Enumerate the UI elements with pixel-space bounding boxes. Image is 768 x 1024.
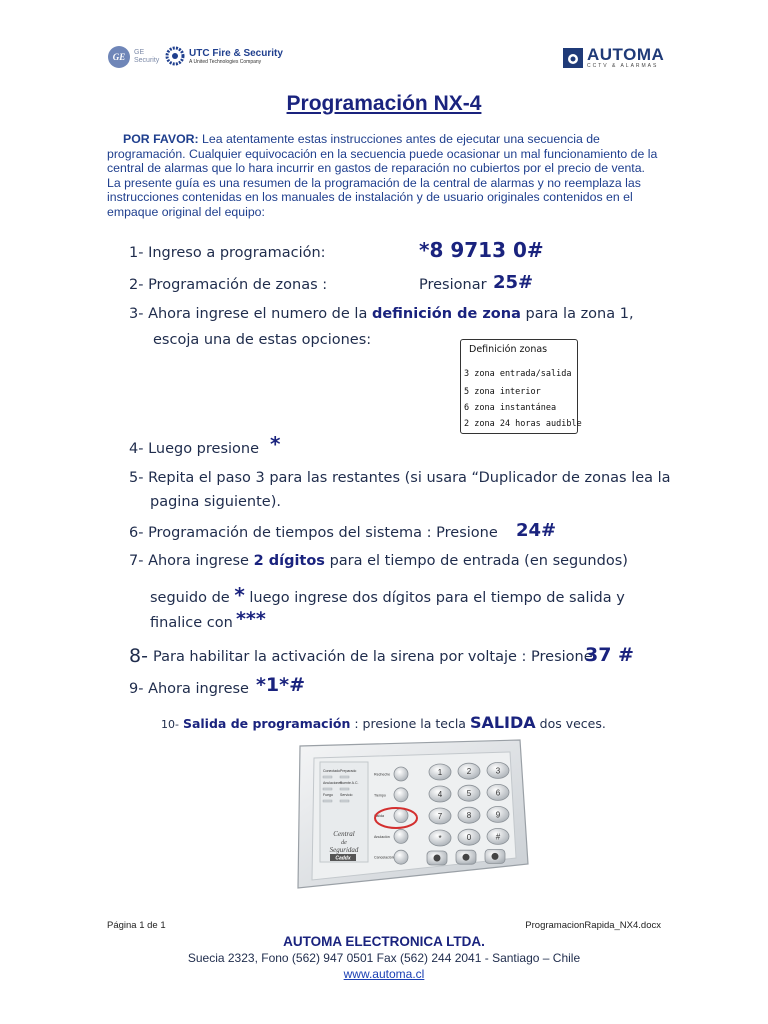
police-icon bbox=[492, 853, 499, 860]
automa-title: AUTOMA bbox=[587, 45, 665, 64]
step-2-press: Presionar bbox=[419, 277, 487, 293]
step-3-line-1 bbox=[129, 306, 634, 322]
step-3-line-2: escoja una de estas opciones: bbox=[153, 332, 372, 348]
automa-mark-icon bbox=[563, 48, 583, 68]
footer-filename: ProgramacionRapida_NX4.docx bbox=[525, 920, 661, 931]
step-3-bold: definición de zona bbox=[371, 306, 521, 322]
step-1-label: 1- Ingreso a programación: bbox=[129, 245, 326, 261]
step-7-bold: 2 dígitos bbox=[253, 553, 325, 569]
keypad-key-label-1: 1 bbox=[437, 768, 443, 777]
keypad-key-label-8: 8 bbox=[466, 811, 472, 821]
step-5-line-2: pagina siguiente). bbox=[150, 494, 281, 510]
keypad-key-label-3: 3 bbox=[495, 766, 501, 776]
step-10-key: SALIDA bbox=[469, 713, 536, 732]
status-label-3: Anulaciones bbox=[323, 781, 343, 785]
step-10-text: : presione la tecla bbox=[354, 716, 466, 731]
step-3-text-a: 3- Ahora ingrese el numero de la bbox=[129, 306, 368, 322]
step-7-text-d: seguido de bbox=[150, 590, 230, 606]
utc-subtitle: A United Technologies Company bbox=[189, 58, 262, 65]
step-5-line-1: 5- Repita el paso 3 para las restantes (si usara “Duplicador de zonas lea la bbox=[129, 470, 671, 486]
step-2-label: 2- Programación de zonas : bbox=[129, 277, 328, 293]
side-button-salida[interactable] bbox=[394, 809, 408, 823]
footer-company: AUTOMA ELECTRONICA LTDA. bbox=[283, 934, 485, 949]
step-1-code: *8 9713 0# bbox=[419, 238, 544, 262]
intro-text: Lea atentamente estas instrucciones antes de ejecutar una secuencia de programación. Cualquier equivocación en la secuencia puede ocasionar un mal funcionamiento de la central de alarmas que lo hara incurrir en gastos de reparación no cubiertos por el precio de venta. La presente guía es una resumen de la programación de la central de alarmas y no reemplaza las instrucciones contenidas en los manuales de instalación y de usuario originales contenidos en el empaque original del equipo: bbox=[107, 132, 658, 219]
step-10-text-end: dos veces. bbox=[539, 716, 606, 731]
zone-option-2: 5 zona interior bbox=[464, 387, 541, 397]
medical-icon bbox=[463, 854, 470, 861]
keypad-key-label-0: 0 bbox=[466, 833, 472, 843]
side-button-label-3: Salida bbox=[374, 814, 384, 819]
keypad-key-label-5: 5 bbox=[466, 789, 472, 799]
keypad-brand-line-2: de bbox=[341, 840, 347, 846]
zone-option-3: 6 zona instantánea bbox=[464, 403, 557, 413]
zone-option-4: 2 zona 24 horas audible bbox=[464, 419, 582, 429]
ge-logo-security: Security bbox=[134, 57, 160, 64]
ge-logo-mark: GE bbox=[108, 46, 130, 68]
side-button-label-5: Cancelación bbox=[374, 855, 394, 860]
status-label-4: Fuente A.C. bbox=[340, 781, 359, 785]
utc-title: UTC Fire & Security bbox=[189, 47, 283, 59]
zone-definition-box bbox=[460, 339, 582, 434]
step-9-code: *1*# bbox=[256, 674, 306, 696]
step-10-number: 10- bbox=[161, 718, 179, 731]
footer-page: Página 1 de 1 bbox=[107, 920, 166, 931]
step-8-code: 37 # bbox=[585, 644, 634, 666]
status-label-5: Fuego bbox=[323, 793, 333, 797]
side-button-label-2: Tiempo bbox=[374, 793, 386, 798]
side-button-cancelación[interactable] bbox=[394, 850, 408, 864]
step-7-text-c: para el tiempo de entrada (en segundos) bbox=[329, 553, 628, 569]
step-2-code: 25# bbox=[493, 272, 534, 293]
footer-address: Suecia 2323, Fono (562) 947 0501 Fax (562) 244 2041 - Santiago – Chile bbox=[187, 951, 581, 965]
step-6-code: 24# bbox=[516, 520, 557, 541]
step-7-line-1 bbox=[129, 553, 628, 569]
footer-website-link[interactable]: www.automa.cl bbox=[343, 967, 425, 981]
intro-lead: POR FAVOR: bbox=[123, 132, 199, 146]
utc-sunburst-icon bbox=[165, 46, 185, 66]
step-4-label: 4- Luego presione bbox=[129, 441, 260, 457]
step-8-text: Para habilitar la activación de la sirena por voltaje : Presione bbox=[153, 649, 593, 665]
step-7-line-2 bbox=[150, 583, 625, 607]
automa-logo bbox=[563, 47, 664, 69]
side-button-anulación[interactable] bbox=[394, 829, 408, 843]
keypad-key-label-9: 9 bbox=[495, 810, 501, 820]
ge-security-logo bbox=[108, 46, 159, 68]
side-button-tiempo[interactable] bbox=[394, 788, 408, 802]
step-3-text-c: para la zona 1, bbox=[525, 306, 634, 322]
ge-logo-label: GE bbox=[134, 49, 145, 56]
keypad-brand-badge-text: Caddx bbox=[335, 855, 351, 862]
utc-logo bbox=[165, 46, 283, 66]
keypad-key-label-*: * bbox=[438, 834, 442, 843]
keypad-brand-line-3: Seguridad bbox=[329, 846, 359, 854]
step-4-code: * bbox=[270, 432, 281, 456]
zone-box-header: Definición zonas bbox=[469, 344, 548, 355]
side-button-label-4: Anulación bbox=[374, 834, 390, 839]
status-label-1: Conectado bbox=[323, 769, 340, 773]
fire-icon bbox=[434, 855, 441, 862]
step-6-label: 6- Programación de tiempos del sistema : Presione bbox=[129, 525, 498, 541]
keypad-key-label-4: 4 bbox=[437, 790, 443, 799]
side-button-label-1: Recheche bbox=[374, 772, 391, 777]
step-9-label: 9- Ahora ingrese bbox=[129, 681, 249, 697]
keypad-key-label-7: 7 bbox=[437, 812, 443, 821]
step-7-text-a: 7- Ahora ingrese bbox=[129, 553, 249, 569]
automa-subtitle: CCTV & ALARMAS bbox=[587, 63, 659, 69]
step-7-star: * bbox=[234, 583, 245, 607]
step-10-bold: Salida de programación bbox=[182, 716, 351, 731]
step-7-line-3: finalice con bbox=[150, 615, 233, 631]
keypad-key-label-2: 2 bbox=[466, 767, 472, 777]
keypad-brand-line-1: Central bbox=[333, 830, 355, 838]
keypad-key-label-#: # bbox=[495, 832, 501, 842]
page-title: Programación NX-4 bbox=[286, 92, 482, 115]
side-button-recheche[interactable] bbox=[394, 767, 408, 781]
status-label-2: Preparado bbox=[340, 769, 357, 773]
step-7-text-f: luego ingrese dos dígitos para el tiempo de salida y bbox=[249, 590, 625, 606]
intro-paragraph bbox=[107, 132, 660, 220]
keypad-key-label-6: 6 bbox=[495, 788, 501, 798]
step-7-code: *** bbox=[236, 608, 266, 630]
nx4-keypad-image bbox=[270, 736, 532, 896]
step-8-number: 8- bbox=[129, 645, 148, 667]
step-10-line bbox=[161, 713, 606, 732]
status-label-6: Servicio bbox=[340, 793, 353, 797]
zone-option-1: 3 zona entrada/salida bbox=[464, 369, 572, 379]
